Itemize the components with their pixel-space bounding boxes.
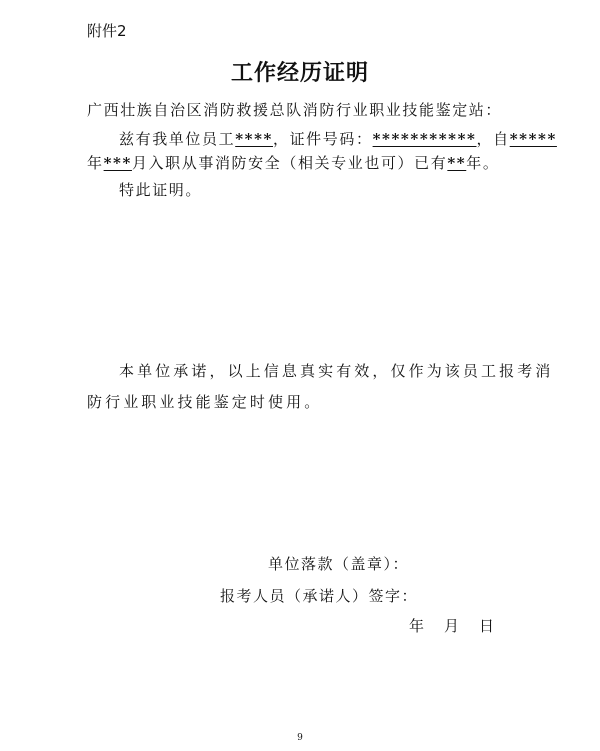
promise-line-2: 防行业职业技能鉴定时使用。: [87, 393, 323, 411]
body-line-2: [87, 152, 499, 173]
promise-line-1: 本单位承诺，以上信息真实有效，仅作为该员工报考消: [119, 362, 554, 380]
addressee: 广西壮族自治区消防救援总队消防行业职业技能鉴定站：: [87, 101, 503, 119]
body-line-1: [119, 128, 557, 149]
date-year: 年: [409, 617, 425, 635]
start-year-field: *****: [509, 130, 557, 148]
date-day: 日: [479, 617, 495, 635]
id-number-field: ***********: [372, 130, 477, 148]
document-title: 工作经历证明: [230, 61, 369, 86]
employee-name-field: ****: [235, 130, 273, 148]
page-number: 9: [297, 733, 303, 743]
signature-label: 报考人员（承诺人）签字：: [220, 587, 419, 605]
body-text: 年。: [466, 154, 500, 172]
start-month-field: ***: [103, 154, 132, 172]
body-text: ，证件号码：: [272, 130, 373, 148]
date-month: 月: [444, 617, 460, 635]
body-text: 月入职从事消防安全（相关专业也可）已有: [131, 154, 448, 172]
date-line: [409, 615, 494, 636]
body-text: 年: [87, 154, 104, 172]
seal-label: 单位落款（盖章）：: [268, 555, 410, 573]
body-text: ，自: [476, 130, 510, 148]
annex-label: 附件2: [87, 22, 127, 40]
certify-text: 特此证明。: [119, 181, 203, 199]
years-field: **: [447, 154, 467, 172]
body-text: 兹有我单位员工: [119, 130, 236, 148]
